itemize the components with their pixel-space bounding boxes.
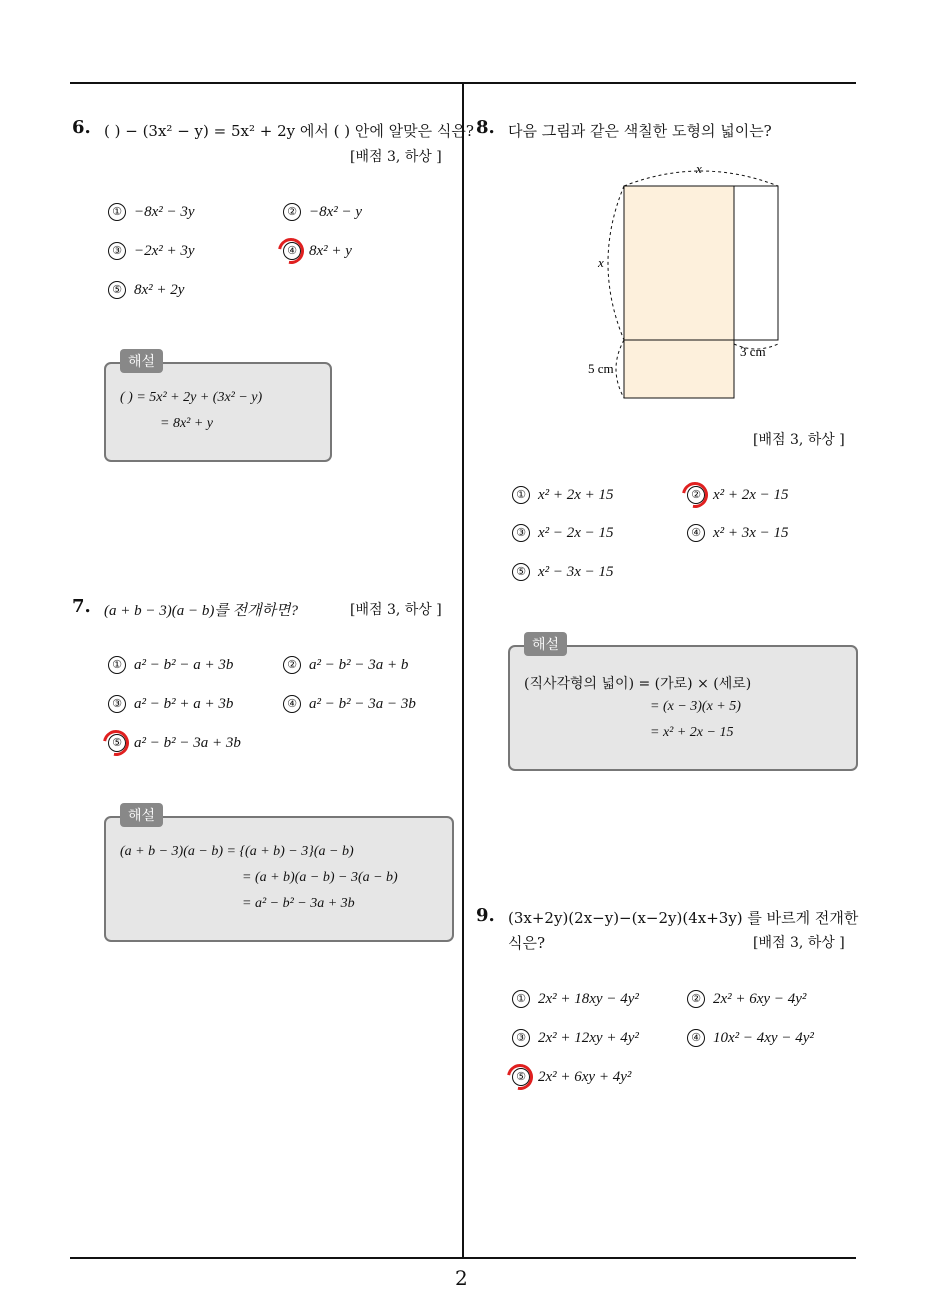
option-1[interactable] bbox=[512, 486, 614, 504]
shaded-region bbox=[624, 186, 734, 398]
option-number: ④ bbox=[283, 242, 301, 260]
answer-mark-icon bbox=[502, 1059, 538, 1095]
column-divider bbox=[462, 82, 464, 1259]
solution-label: 해설 bbox=[120, 803, 163, 827]
label-top-x: x bbox=[696, 161, 702, 176]
option-number: ① bbox=[512, 486, 530, 504]
question-text: (a + b − 3)(a − b)를 전개하면? bbox=[104, 603, 299, 619]
solution-line: = (a + b)(a − b) − 3(a − b) bbox=[242, 870, 398, 885]
option-text: a² − b² + a + 3b bbox=[134, 695, 234, 712]
score-label: [배점 3, 하상 ] bbox=[753, 432, 845, 448]
option-text: 2x² + 12xy + 4y² bbox=[538, 1029, 639, 1046]
option-text: 10x² − 4xy − 4y² bbox=[713, 1029, 814, 1046]
option-text: 2x² + 6xy − 4y² bbox=[713, 990, 807, 1007]
option-text: −2x² + 3y bbox=[134, 242, 195, 259]
option-number: ① bbox=[512, 990, 530, 1008]
option-number: ④ bbox=[687, 1029, 705, 1047]
option-3[interactable] bbox=[512, 524, 614, 542]
question-number: 7. bbox=[72, 596, 91, 617]
answer-mark-icon bbox=[98, 725, 134, 761]
area-figure bbox=[580, 158, 800, 408]
option-text: a² − b² − a + 3b bbox=[134, 656, 234, 673]
question-text: 다음 그림과 같은 색칠한 도형의 넓이는? bbox=[508, 122, 772, 140]
option-4[interactable] bbox=[687, 1029, 814, 1047]
page-number: 2 bbox=[455, 1266, 468, 1290]
option-1[interactable] bbox=[512, 990, 639, 1008]
score-label: [배점 3, 하상 ] bbox=[350, 149, 442, 165]
answer-mark-icon bbox=[677, 477, 713, 513]
solution-label: 해설 bbox=[524, 632, 567, 656]
option-text: x² + 3x − 15 bbox=[713, 524, 789, 541]
option-number: ⑤ bbox=[512, 1068, 530, 1086]
option-number: ② bbox=[687, 486, 705, 504]
option-4[interactable] bbox=[283, 695, 416, 713]
left-brace bbox=[608, 186, 624, 340]
option-text: x² − 2x − 15 bbox=[538, 524, 614, 541]
question-text: ( ) − (3x² − y) = 5x² + 2y 에서 ( ) 안에 알맞은 식은? bbox=[104, 122, 474, 140]
question-text-cont: 식은? bbox=[508, 934, 546, 952]
option-1[interactable] bbox=[108, 203, 195, 221]
option-2[interactable] bbox=[283, 203, 362, 221]
option-text: −8x² − y bbox=[309, 203, 363, 220]
option-2[interactable] bbox=[687, 990, 806, 1008]
option-number: ③ bbox=[512, 1029, 530, 1047]
solution-line: = a² − b² − 3a + 3b bbox=[242, 896, 355, 911]
option-number: ⑤ bbox=[512, 563, 530, 581]
solution-line: = 8x² + y bbox=[160, 416, 214, 431]
option-4[interactable] bbox=[687, 524, 789, 542]
option-number: ③ bbox=[108, 695, 126, 713]
option-text: x² − 3x − 15 bbox=[538, 563, 614, 580]
question-text: (3x+2y)(2x−y)−(x−2y)(4x+3y) 를 바르게 전개한 bbox=[508, 909, 859, 927]
question-number: 9. bbox=[476, 905, 495, 926]
option-text: 2x² + 6xy + 4y² bbox=[538, 1068, 632, 1085]
option-5[interactable] bbox=[108, 281, 184, 299]
option-number: ③ bbox=[108, 242, 126, 260]
option-number: ① bbox=[108, 656, 126, 674]
solution-line: (a + b − 3)(a − b) = {(a + b) − 3}(a − b) bbox=[120, 844, 354, 859]
option-number: ④ bbox=[283, 695, 301, 713]
score-label: [배점 3, 하상 ] bbox=[350, 602, 442, 618]
option-text: 2x² + 18xy − 4y² bbox=[538, 990, 639, 1007]
option-text: a² − b² − 3a − 3b bbox=[309, 695, 416, 712]
option-number: ① bbox=[108, 203, 126, 221]
option-5[interactable] bbox=[512, 563, 614, 581]
option-text: x² + 2x − 15 bbox=[713, 486, 789, 503]
option-3[interactable] bbox=[512, 1029, 639, 1047]
option-text: a² − b² − 3a + b bbox=[309, 656, 409, 673]
solution-label: 해설 bbox=[120, 349, 163, 373]
option-3[interactable] bbox=[108, 242, 195, 260]
option-number: ⑤ bbox=[108, 734, 126, 752]
option-number: ② bbox=[283, 656, 301, 674]
option-3[interactable] bbox=[108, 695, 233, 713]
question-number: 6. bbox=[72, 117, 91, 138]
solution-line: = x² + 2x − 15 bbox=[650, 725, 734, 740]
option-text: 8x² + y bbox=[309, 242, 352, 259]
bottom-brace bbox=[616, 340, 624, 398]
option-text: x² + 2x + 15 bbox=[538, 486, 614, 503]
option-2[interactable] bbox=[283, 656, 408, 674]
answer-mark-icon bbox=[273, 233, 309, 269]
option-number: ③ bbox=[512, 524, 530, 542]
option-text: a² − b² − 3a + 3b bbox=[134, 734, 241, 751]
option-number: ⑤ bbox=[108, 281, 126, 299]
label-5cm: 5 cm bbox=[588, 361, 614, 376]
option-text: 8x² + 2y bbox=[134, 281, 185, 298]
label-3cm: 3 cm bbox=[740, 344, 766, 359]
option-1[interactable] bbox=[108, 656, 233, 674]
solution-box bbox=[104, 362, 332, 462]
score-label: [배점 3, 하상 ] bbox=[753, 935, 845, 951]
option-number: ④ bbox=[687, 524, 705, 542]
solution-line: ( ) = 5x² + 2y + (3x² − y) bbox=[120, 390, 263, 405]
option-number: ② bbox=[283, 203, 301, 221]
option-text: −8x² − 3y bbox=[134, 203, 195, 220]
question-number: 8. bbox=[476, 117, 495, 138]
option-number: ② bbox=[687, 990, 705, 1008]
solution-line: = (x − 3)(x + 5) bbox=[650, 699, 741, 714]
label-side-x: x bbox=[598, 255, 604, 270]
solution-line: (직사각형의 넓이) = (가로) × (세로) bbox=[524, 676, 752, 692]
